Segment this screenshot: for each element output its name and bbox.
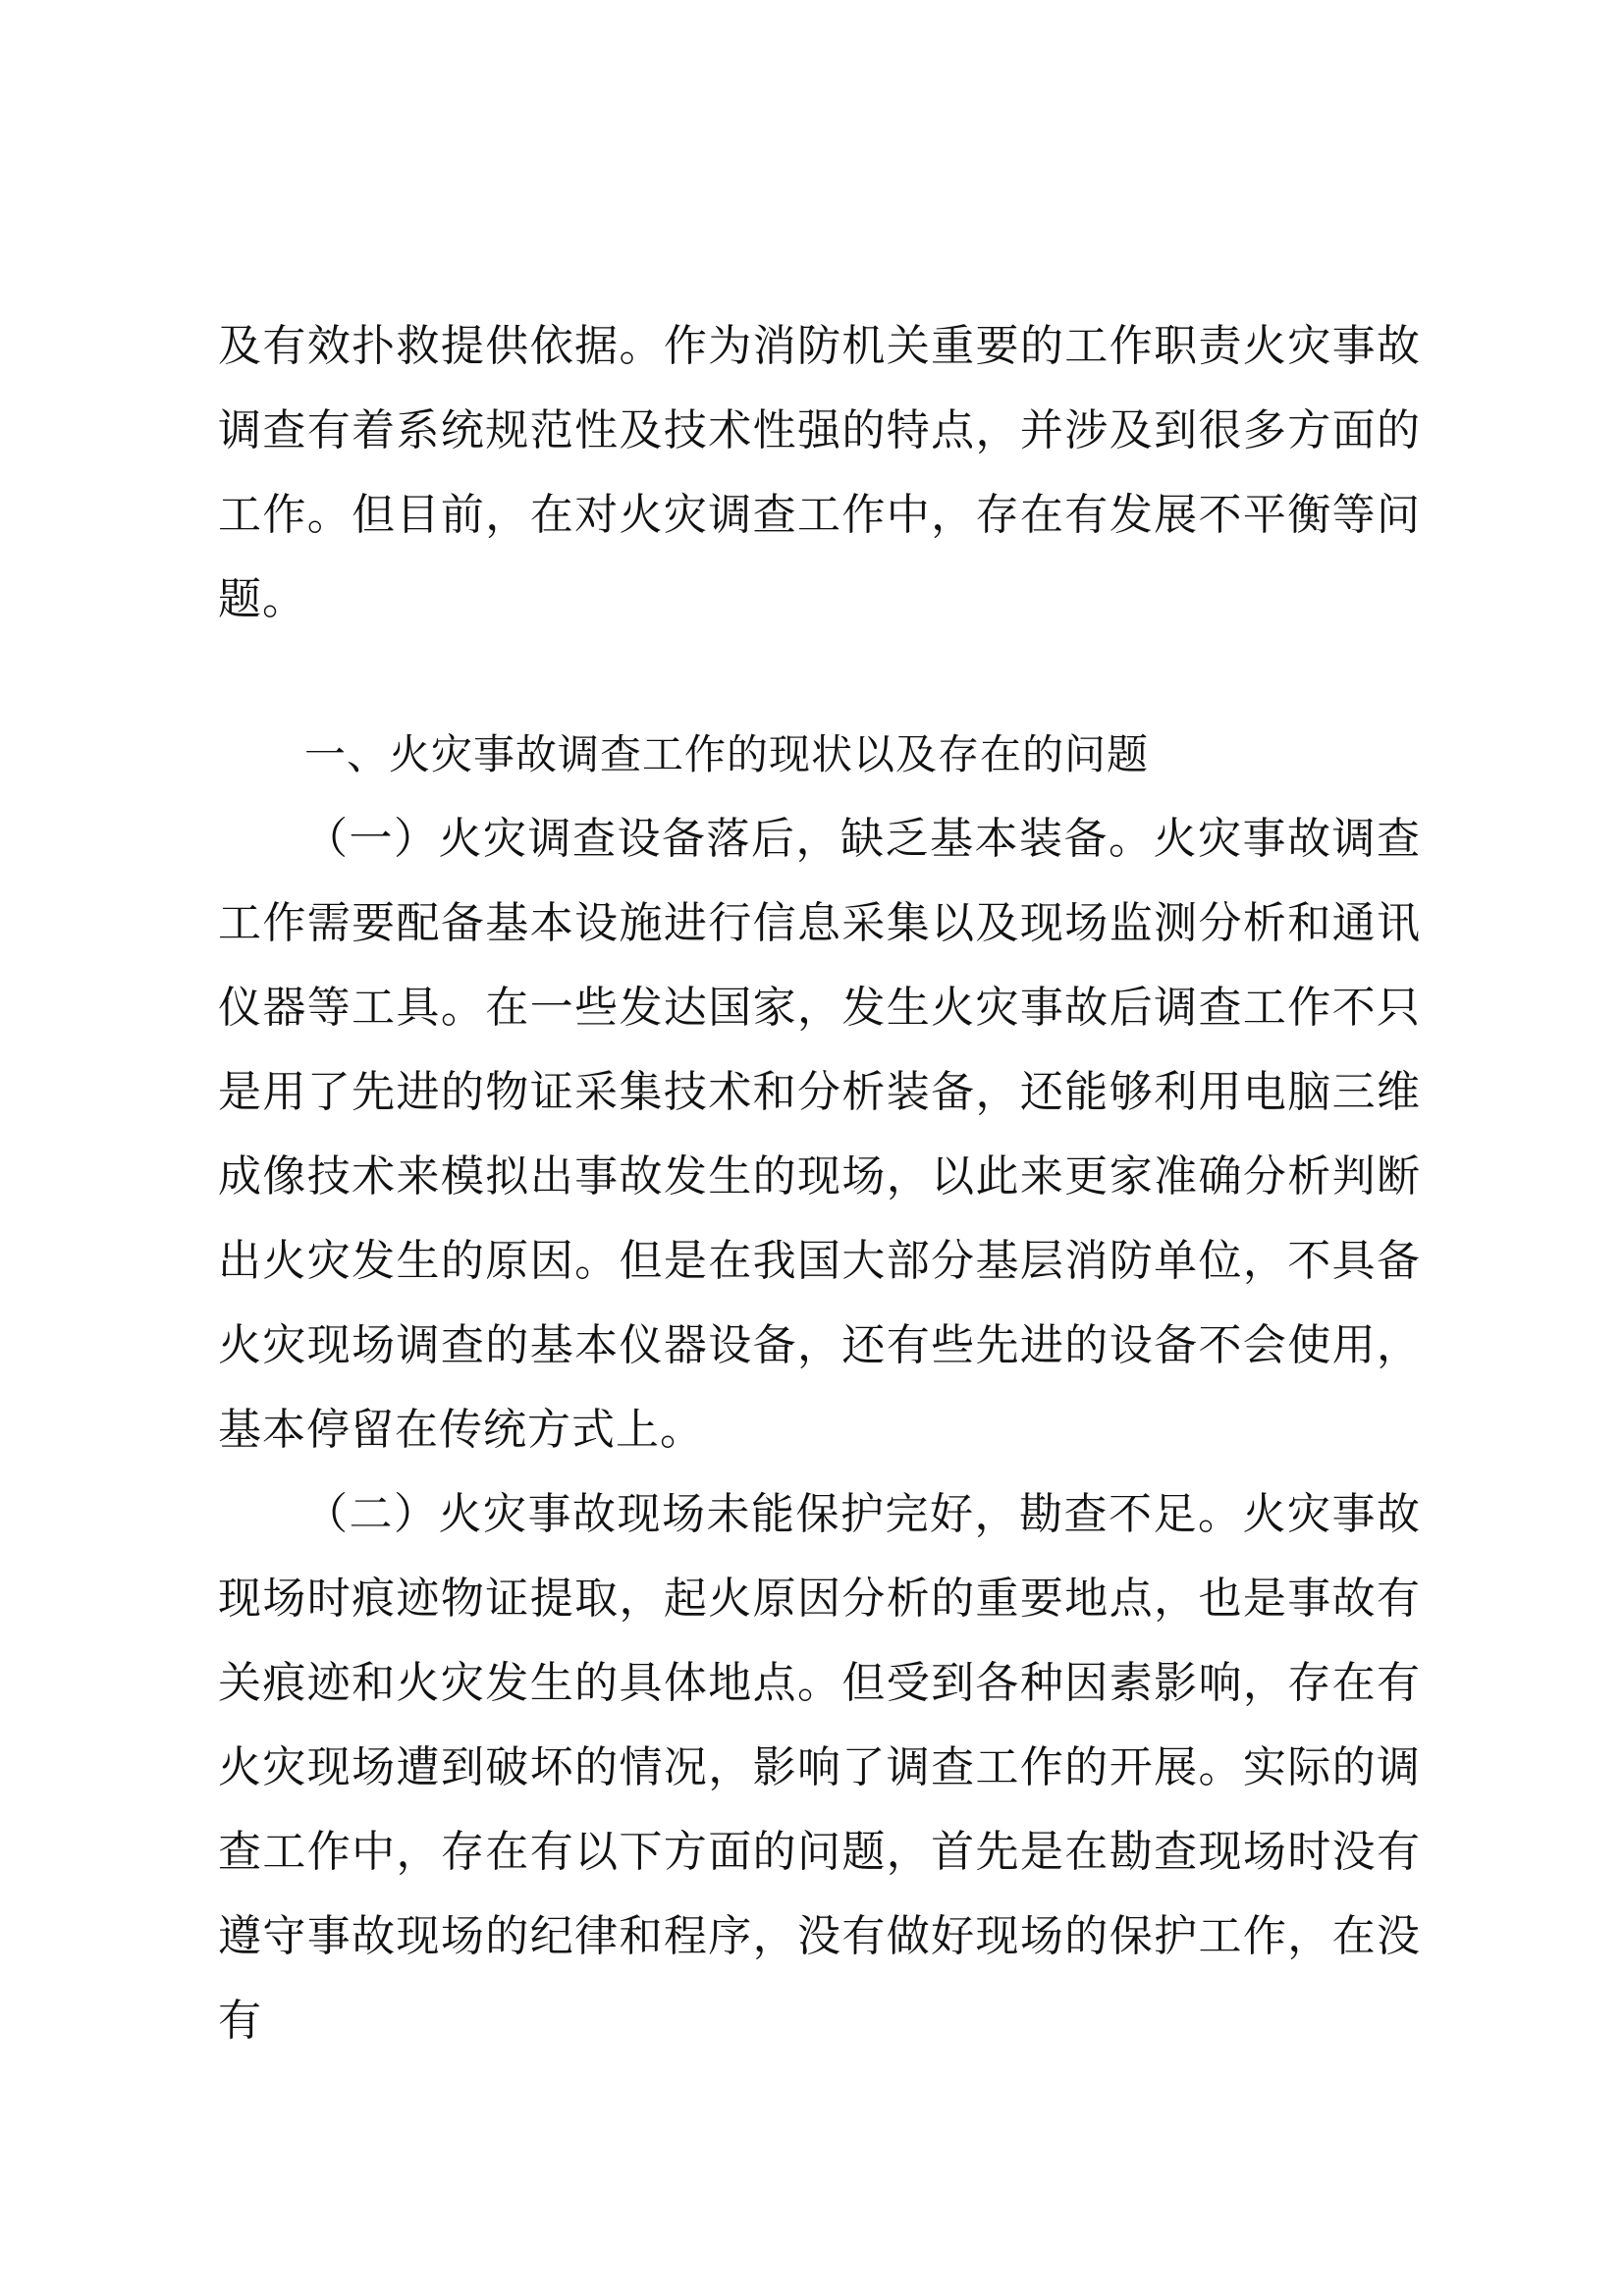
paragraph-section-1: （一）火灾调查设备落后，缺乏基本装备。火灾事故调查工作需要配备基本设施进行信息采集以及现场监测分析和通讯仪器等工具。在一些发达国家，发生火灾事故后调查工作不只是用了先进的物证采集技术和分析装备，还能够利用电脑三维成像技术来模拟出事故发生的现场，以此来更家准确分析判断出火灾发生的原因。但是在我国大部分基层消防单位，不具备火灾现场调查的基本仪器设备，还有些先进的设备不会使用，基本停留在传统方式上。 [218,814,1421,1455]
section-heading: 一、火灾事故调查工作的现状以及存在的问题 [304,730,1150,778]
paragraph-section-2: （二）火灾事故现场未能保护完好，勘查不足。火灾事故现场时痕迹物证提取，起火原因分析的重要地点，也是事故有关痕迹和火灾发生的具体地点。但受到各种因素影响，存在有火灾现场遭到破坏的情况，影响了调查工作的开展。实际的调查工作中，存在有以下方面的问题，首先是在勘查现场时没有遵守事故现场的纪律和程序，没有做好现场的保护工作，在没有 [218,1489,1421,2046]
paragraph-intro-continuation: 及有效扑救提供依据。作为消防机关重要的工作职责火灾事故调查有着系统规范性及技术性强的特点，并涉及到很多方面的工作。但目前，在对火灾调查工作中，存在有发展不平衡等问题。 [218,321,1421,624]
document-body [218,304,1421,2063]
